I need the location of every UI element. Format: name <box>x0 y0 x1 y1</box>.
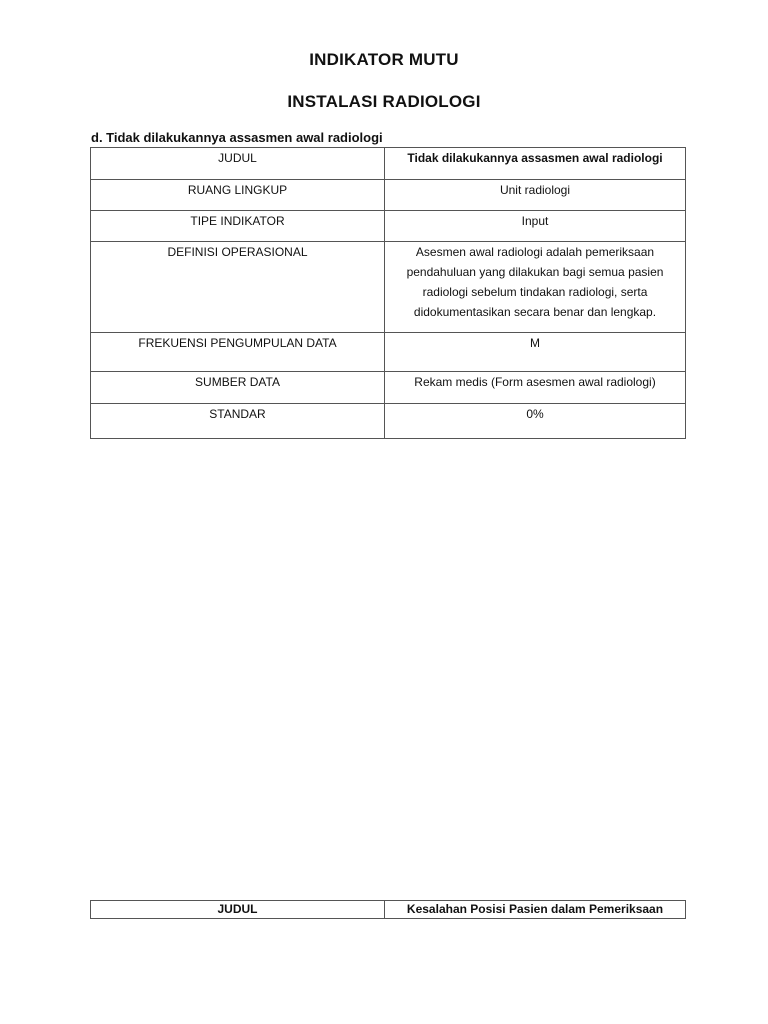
table-row <box>91 404 686 439</box>
document-subtitle: INSTALASI RADIOLOGI <box>287 92 481 111</box>
row-value-ruang-lingkup: Unit radiologi <box>385 180 686 211</box>
definition-line: Asesmen awal radiologi adalah pemeriksaan <box>415 245 655 259</box>
indicator-table-next <box>90 900 686 919</box>
table-row <box>91 180 686 211</box>
table-row <box>91 148 686 180</box>
document-title: INDIKATOR MUTU <box>309 50 459 69</box>
row-value-definisi-operasional <box>385 242 686 333</box>
table-row <box>91 211 686 242</box>
table-row <box>91 242 686 333</box>
table-row <box>91 333 686 372</box>
row-label-judul: JUDUL <box>91 901 385 919</box>
section-heading: d. Tidak dilakukannya assasmen awal radiologi <box>91 130 383 145</box>
table-row <box>91 372 686 404</box>
row-label-sumber-data: SUMBER DATA <box>91 372 385 404</box>
row-label-ruang-lingkup: RUANG LINGKUP <box>91 180 385 211</box>
row-label-standar: STANDAR <box>91 404 385 439</box>
definition-line: didokumentasikan secara benar dan lengkap. <box>413 305 657 319</box>
definition-line: radiologi sebelum tindakan radiologi, serta <box>422 285 648 299</box>
row-value-judul: Tidak dilakukannya assasmen awal radiologi <box>385 148 686 180</box>
row-label-frekuensi: FREKUENSI PENGUMPULAN DATA <box>91 333 385 372</box>
row-value-sumber-data: Rekam medis (Form asesmen awal radiologi) <box>385 372 686 404</box>
row-value-tipe-indikator: Input <box>385 211 686 242</box>
row-label-tipe-indikator: TIPE INDIKATOR <box>91 211 385 242</box>
row-value-judul: Kesalahan Posisi Pasien dalam Pemeriksaan <box>385 901 686 919</box>
row-value-frekuensi: M <box>385 333 686 372</box>
row-label-definisi-operasional: DEFINISI OPERASIONAL <box>91 242 385 333</box>
row-label-judul: JUDUL <box>91 148 385 180</box>
indicator-table <box>90 147 686 439</box>
definition-line: pendahuluan yang dilakukan bagi semua pasien <box>406 265 664 279</box>
table-row <box>91 901 686 919</box>
row-value-standar: 0% <box>385 404 686 439</box>
